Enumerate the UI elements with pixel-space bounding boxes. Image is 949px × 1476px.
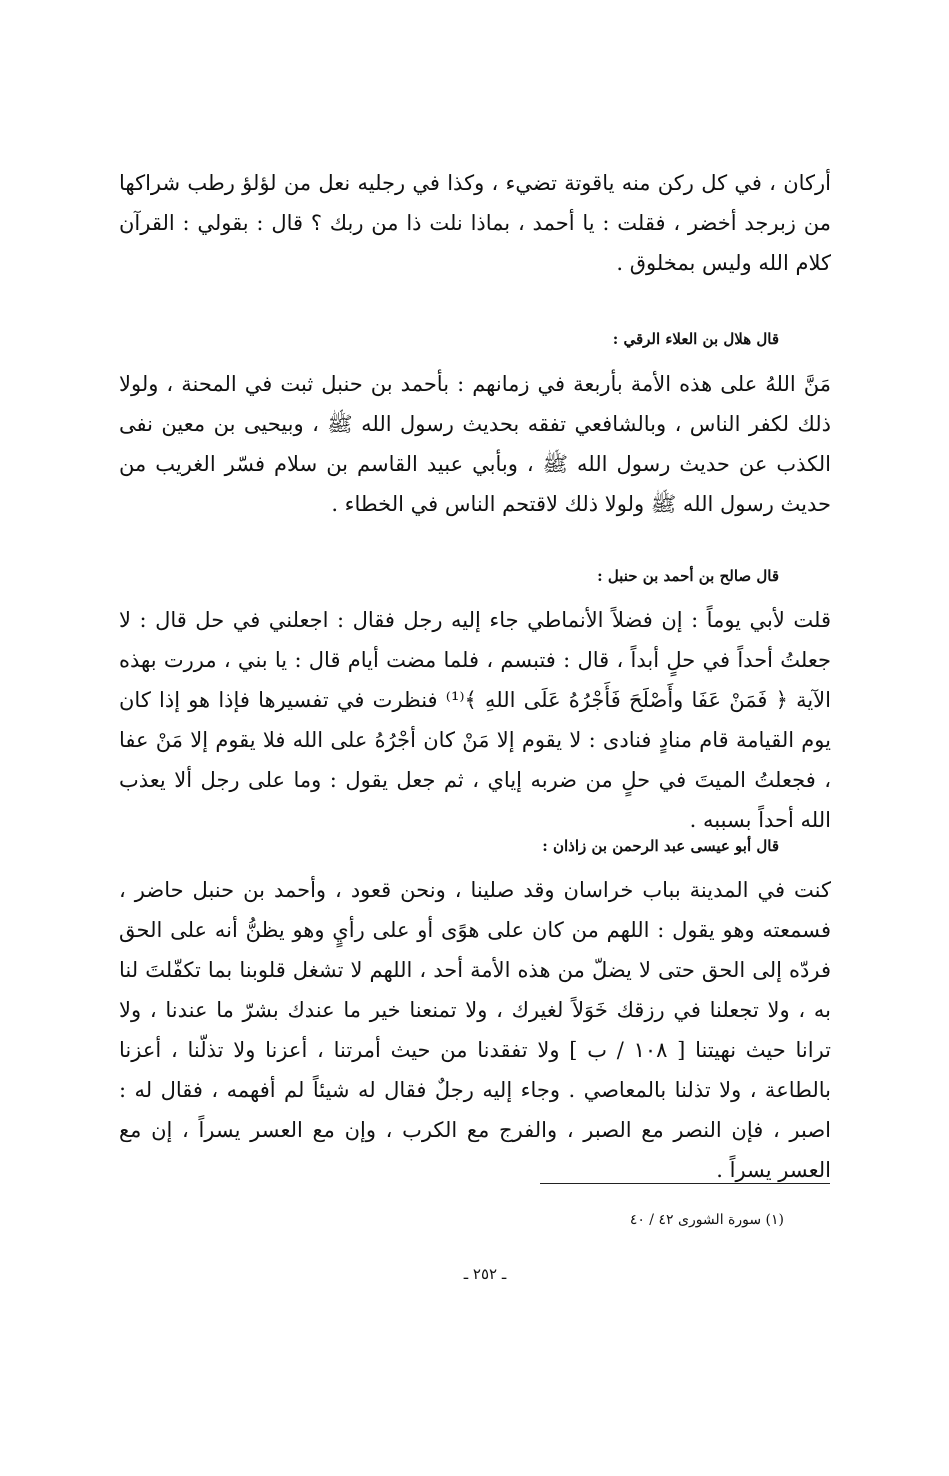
section-heading-2: قال صالح بن أحمد بن حنبل :	[597, 567, 779, 585]
footnote-divider	[540, 1183, 830, 1184]
paragraph-2: مَنَّ اللهُ على هذه الأمة بأربعة في زمانهم : بأحمد بن حنبل ثبت في المحنة ، ولولا ذلك لكفر الناس ، وبالشافعي تفقه بحديث رسول الله ﷺ ، وبيحيى بن معين نفى الكذب عن حديث رسول الله ﷺ ، وبأبي عبيد القاسم بن سلام فسّر الغريب من حديث رسول الله ﷺ ولولا ذلك لاقتحم الناس في الخطاء .	[119, 372, 831, 516]
paragraph-4: كنت في المدينة بباب خراسان وقد صلينا ، ونحن قعود ، وأحمد بن حنبل حاضر ، فسمعته وهو يقول : اللهم من كان على هوًى أو على رأيٍ وهو يظنُّ أنه على الحق فردّه إلى الحق حتى لا يضلّ من هذه الأمة أحد ، اللهم لا تشغل قلوبنا بما تكفّلتَ لنا به ، ولا تجعلنا في رزقك خَوَلاً لغيرك ، ولا تمنعنا خير ما عندك بشرّ ما عندنا ، ولا ترانا حيث نهيتنا [ ١٠٨ / ب ] ولا تفقدنا من حيث أمرتنا ، أعزنا ولا تذلّنا ، أعزنا بالطاعة ، ولا تذلنا بالمعاصي . وجاء إليه رجلٌ فقال له شيئاً لم أفهمه ، فقال له : اصبر ، فإن النصر مع الصبر ، والفرج مع الكرب ، وإن مع العسر يسراً ، إن مع العسر يسراً .	[119, 878, 831, 1182]
page-number: ـ ٢٥٢ ـ	[463, 1265, 507, 1283]
section-heading-1: قال هلال بن العلاء الرقي :	[612, 330, 779, 348]
paragraph-1: أركان ، في كل ركن منه ياقوتة تضيء ، وكذا في رجليه نعل من لؤلؤ رطب شراكها من زبرجد أخضر ، فقلت : يا أحمد ، بماذا نلت ذا من ربك ؟ قال : بقولي : القرآن كلام الله وليس بمخلوق .	[119, 171, 831, 275]
paragraph-3: قلت لأبي يوماً : إن فضلاً الأنماطي جاء إليه رجل فقال : اجعلني في حل قال : لا جعلتُ أحداً في حلٍ أبداً ، قال : فتبسم ، فلما مضت أيام قال : يا بني ، مررت بهذه الآية ﴿ فَمَنْ عَفَا وأَصْلَحَ فَأَجْرُهُ عَلَى اللهِ ﴾⁽¹⁾ فنظرت في تفسيرها فإذا هو إذا كان يوم القيامة قام منادٍ فنادى : لا يقوم إلا مَنْ كان أجْرُهُ على الله فلا يقوم إلا مَنْ عفا ، فجعلتُ الميتَ في حلٍ من ضربه إياي ، ثم جعل يقول : وما على رجل ألا يعذب الله أحداً بسببه .	[119, 608, 831, 832]
footnote: (١) سورة الشورى ٤٢ / ٤٠	[629, 1212, 784, 1228]
section-heading-3: قال أبو عيسى عبد الرحمن بن زاذان :	[542, 837, 779, 855]
